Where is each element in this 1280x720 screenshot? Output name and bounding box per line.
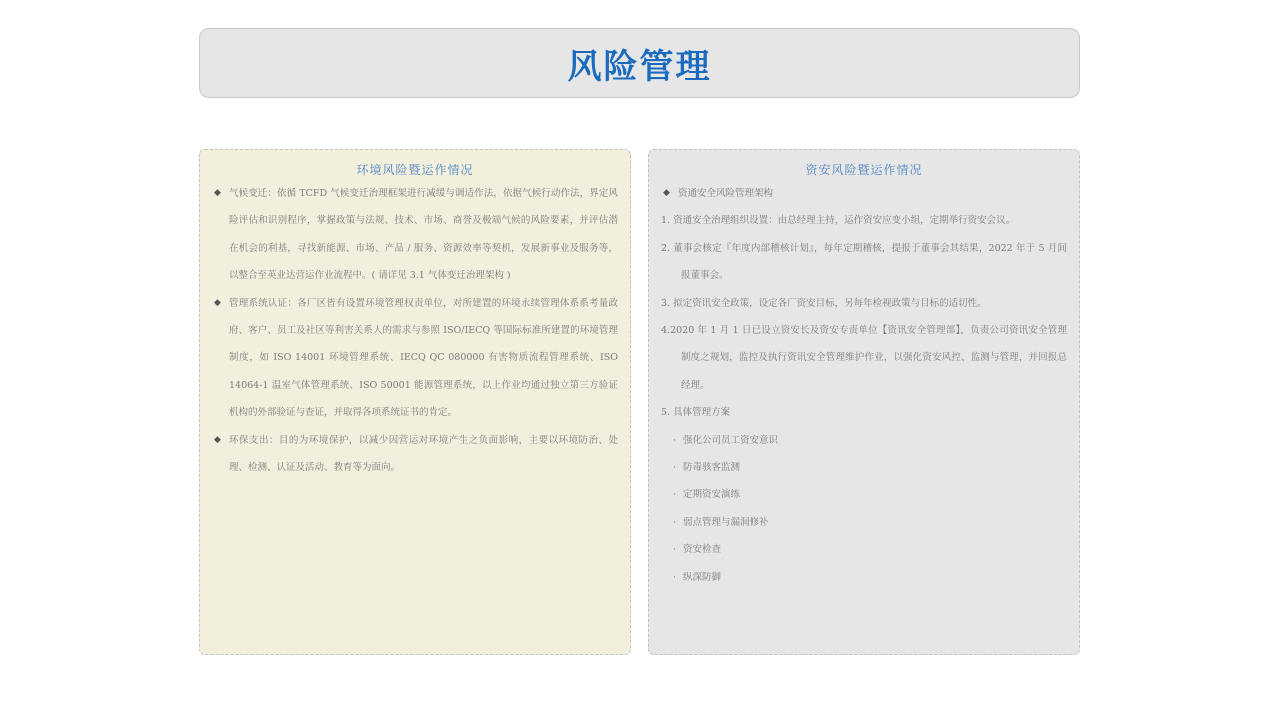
sub-list-item <box>661 536 1067 563</box>
numbered-item: 4.2020 年 1 月 1 日已设立资安长及资安专责单位【资讯安全管理部】，负责公司资讯安全管理制度之规划，监控及执行资讯安全管理维护作业，以强化资安风控、监测与管理，并回报总经理。 <box>661 325 1067 391</box>
sub-item-text: 资安检查 <box>683 544 722 556</box>
page-title: 风险管理 <box>567 46 712 87</box>
item-text: 管理系统认证：各厂区皆有设置环境管理权责单位，对所建置的环境永续管理体系系考量政府、客户、员工及社区等利害关系人的需求与参照 ISO/IECQ 等国际标准所建置的环境管理制度，如 ISO 14001 环境管理系统、IECQ QC 080000 有害物质流程管理系统、ISO 14064-1 温室气体管理系统、ISO 50001 能源管理系统，以上作业均通过独立第三方验证机构的外部验证与查证，并取得各项系统证书的肯定。 <box>229 297 618 419</box>
dot-bullet-icon: · <box>673 516 677 528</box>
diamond-bullet-icon: ◆ <box>663 188 670 198</box>
item-text: 环保支出：目的为环境保护，以减少因营运对环境产生之负面影响，主要以环境防治、处理、检测、认证及活动、教育等为面向。 <box>229 434 618 474</box>
environment-item-list <box>212 180 618 481</box>
infosec-risk-panel <box>648 149 1080 655</box>
infosec-panel-title: 资安风险暨运作情况 <box>805 163 923 177</box>
numbered-item: 1. 资通安全治理组织设置：由总经理主持，运作资安应变小组，定期举行资安会议。 <box>661 215 1016 227</box>
item-text: 气候变迁：依循 TCFD 气候变迁治理框架进行减缓与调适作法，依据气候行动作法，界定风险评估和识别程序，掌握政策与法规、技术、市场、商誉及极端气候的风险要素，并评估潜在机会的利基，寻找新能源、市场、产品 / 服务、资源效率等契机，发展新事业及服务等，以整合至英业达营运作业流程中。( 请详见 3.1 气体变迁治理架构 ) <box>229 188 618 282</box>
numbered-item: 3. 拟定资讯安全政策，设定各厂资安目标，另每年检视政策与目标的适切性。 <box>661 297 987 309</box>
sub-list-item <box>661 509 1067 536</box>
dot-bullet-icon: · <box>673 489 677 501</box>
sub-list-item <box>661 454 1067 481</box>
infosec-heading <box>661 180 1067 207</box>
numbered-item: 2. 董事会核定『年度内部稽核计划』，每年定期稽核，提报于董事会其结果，2022 年于 5 月间报董事会。 <box>661 242 1067 282</box>
sub-list-item <box>661 481 1067 508</box>
environment-risk-panel <box>199 149 631 655</box>
heading-text: 资通安全风险管理架构 <box>678 188 774 199</box>
list-item <box>212 427 618 482</box>
sub-list-item <box>661 427 1067 454</box>
dot-bullet-icon: · <box>673 434 677 446</box>
numbered-item: 5. 具体管理方案 <box>661 407 731 419</box>
diamond-bullet-icon: ◆ <box>214 188 221 198</box>
sub-item-text: 防毒骇客监测 <box>683 462 741 474</box>
sub-item-text: 强化公司员工资安意识 <box>683 434 779 446</box>
sub-list-item <box>661 564 1067 591</box>
header-banner <box>199 28 1080 98</box>
environment-panel-title: 环境风险暨运作情况 <box>356 163 474 177</box>
dot-bullet-icon: · <box>673 571 677 583</box>
sub-item-text: 纵深防御 <box>683 571 722 583</box>
list-item <box>212 180 618 290</box>
dot-bullet-icon: · <box>673 544 677 556</box>
diamond-bullet-icon: ◆ <box>214 297 221 308</box>
dot-bullet-icon: · <box>673 462 677 474</box>
sub-item-text: 弱点管理与漏洞修补 <box>683 516 769 528</box>
sub-item-text: 定期资安演练 <box>683 489 741 501</box>
list-item <box>212 290 618 427</box>
diamond-bullet-icon: ◆ <box>214 434 221 445</box>
